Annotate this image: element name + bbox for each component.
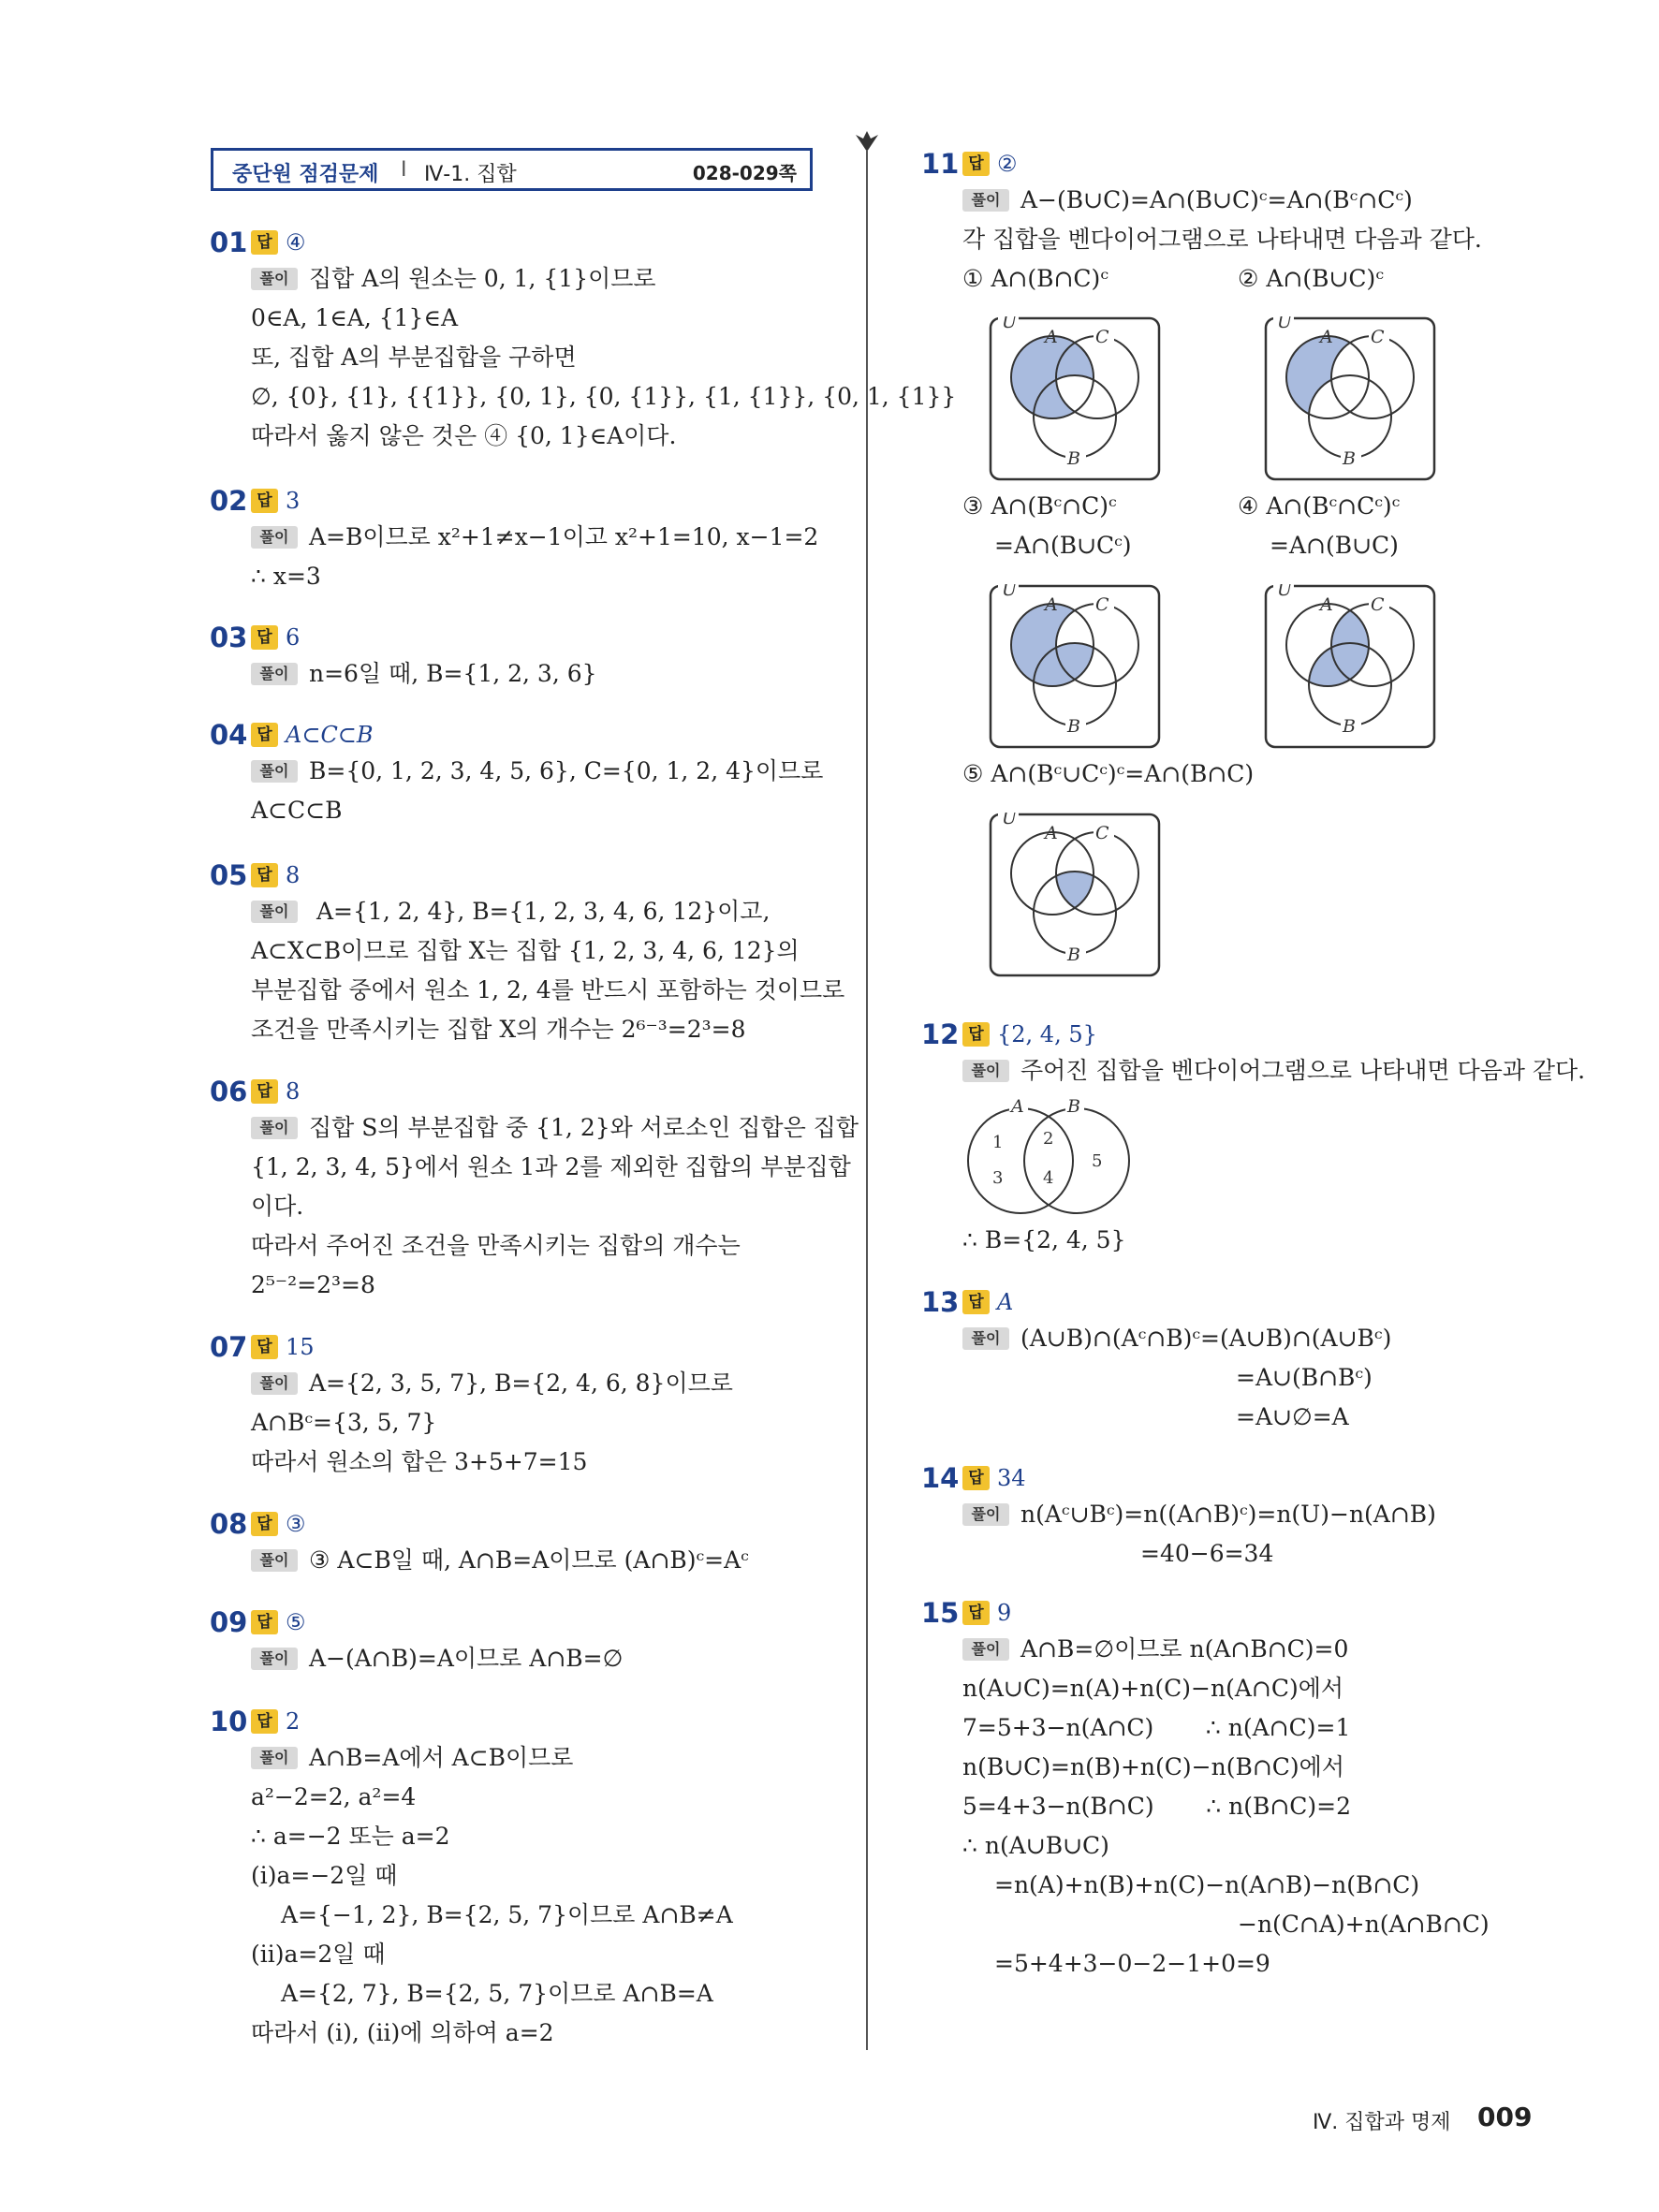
problem-number: 08: [210, 1508, 248, 1540]
problem-number: 01: [210, 227, 248, 258]
solution-line: =A∪(B∩Bᶜ): [1236, 1364, 1373, 1391]
answer-badge: 답: [251, 723, 278, 747]
answer-badge: 답: [251, 1512, 278, 1536]
answer-badge: 답: [251, 1709, 278, 1734]
solution-badge: 풀이: [962, 189, 1009, 212]
problem-number: 10: [210, 1706, 248, 1737]
solution-line: {1, 2, 3, 4, 5}에서 원소 1과 2를 제외한 집합의 부분집합: [251, 1153, 851, 1180]
problem-number: 04: [210, 719, 248, 751]
svg-text:C: C: [1095, 594, 1109, 615]
solution-line: a²−2=2, a²=4: [251, 1783, 417, 1810]
solution-line: ③ A⊂B일 때, A∩B=A이므로 (A∩B)ᶜ=Aᶜ: [309, 1546, 749, 1574]
problem-number: 05: [210, 859, 248, 891]
venn-diagram-option-4: [1264, 584, 1436, 749]
svg-text:5: 5: [1092, 1151, 1103, 1171]
solution-line: ∅, {0}, {1}, {{1}}, {0, 1}, {0, {1}}, {1, {1}}, {0, 1, {1}}: [251, 383, 957, 410]
solution-line: n(A∪C)=n(A)+n(C)−n(A∩C)에서: [962, 1675, 1344, 1702]
footer-chapter: Ⅳ. 집합과 명제: [1313, 2111, 1451, 2134]
problem-number: 15: [921, 1597, 960, 1629]
svg-text:3: 3: [992, 1168, 1004, 1188]
solution-badge: 풀이: [251, 526, 298, 549]
svg-text:2: 2: [1043, 1129, 1054, 1149]
solution-line: 7=5+3−n(A∩C) ∴ n(A∩C)=1: [962, 1714, 1351, 1741]
section-subtitle: Ⅳ-1. 집합: [424, 163, 517, 186]
problem-number: 09: [210, 1606, 248, 1638]
answer-badge: 답: [251, 1079, 278, 1104]
svg-text:A: A: [1320, 594, 1333, 615]
svg-text:A: A: [1320, 327, 1333, 347]
solution-line: (A∪B)∩(Aᶜ∩B)ᶜ=(A∪B)∩(A∪Bᶜ): [1020, 1325, 1392, 1352]
svg-text:B: B: [1067, 945, 1080, 965]
svg-text:U: U: [1277, 584, 1293, 600]
solution-line: A={2, 3, 5, 7}, B={2, 4, 6, 8}이므로: [309, 1370, 733, 1397]
solution-line: A⊂C⊂B: [251, 797, 343, 824]
solution-line: 집합 S의 부분집합 중 {1, 2}와 서로소인 집합은 집합: [309, 1114, 859, 1141]
answer-badge: 답: [962, 1022, 990, 1047]
solution-badge: 풀이: [962, 1503, 1009, 1526]
problem-number: 14: [921, 1462, 960, 1494]
answer-badge: 답: [962, 1601, 990, 1625]
solution-badge: 풀이: [962, 1327, 1009, 1350]
svg-text:U: U: [1277, 316, 1293, 332]
answer-badge: 답: [251, 863, 278, 887]
answer-badge: 답: [251, 230, 278, 255]
svg-text:4: 4: [1043, 1168, 1054, 1188]
solution-badge: 풀이: [251, 663, 298, 685]
solution-badge: 풀이: [962, 1060, 1009, 1082]
answer-badge: 답: [251, 625, 278, 650]
solution-line: (ⅰ)a=−2일 때: [251, 1862, 398, 1889]
answer-badge: 답: [962, 1466, 990, 1490]
answer-badge: 답: [251, 1610, 278, 1634]
problem-number: 13: [921, 1286, 960, 1318]
venn-diagram-option-5: [989, 813, 1161, 977]
problem-number: 12: [921, 1018, 960, 1050]
solution-line: n=6일 때, B={1, 2, 3, 6}: [309, 660, 597, 687]
solution-line: A⊂X⊂B이므로 집합 X는 집합 {1, 2, 3, 4, 6, 12}의: [251, 937, 800, 964]
solution-line: 따라서 (ⅰ), (ⅱ)에 의하여 a=2: [251, 2019, 554, 2046]
svg-text:U: U: [1002, 584, 1018, 600]
problem-number: 11: [921, 148, 960, 180]
solution-line: 조건을 만족시키는 집합 X의 개수는 2⁶⁻³=2³=8: [251, 1016, 746, 1043]
answer-value: ⑤: [286, 1609, 306, 1635]
problem-number: 03: [210, 622, 248, 653]
solution-line: A={2, 7}, B={2, 5, 7}이므로 A∩B=A: [281, 1980, 713, 2007]
solution-line: n(Aᶜ∪Bᶜ)=n((A∩B)ᶜ)=n(U)−n(A∩B): [1020, 1501, 1436, 1528]
svg-text:A: A: [1045, 327, 1058, 347]
problem-number: 06: [210, 1076, 248, 1107]
solution-line: A={−1, 2}, B={2, 5, 7}이므로 A∩B≠A: [281, 1901, 733, 1928]
svg-text:U: U: [1002, 316, 1018, 332]
solution-line: B={0, 1, 2, 3, 4, 5, 6}, C={0, 1, 2, 4}이므로: [309, 757, 824, 784]
answer-value: 8: [286, 1078, 301, 1105]
svg-text:B: B: [1067, 716, 1080, 737]
column-divider: [866, 150, 868, 2050]
solution-line: ∴ n(A∪B∪C): [962, 1832, 1109, 1859]
answer-badge: 답: [962, 152, 990, 176]
solution-line: A−(A∩B)=A이므로 A∩B=∅: [309, 1645, 624, 1672]
option-label: ② A∩(B∪C)ᶜ: [1238, 265, 1384, 292]
solution-line: ∴ x=3: [251, 563, 321, 590]
answer-value: {2, 4, 5}: [997, 1021, 1097, 1047]
solution-line: 이다.: [251, 1193, 304, 1220]
svg-text:C: C: [1371, 594, 1385, 615]
solution-line: =A∪∅=A: [1236, 1403, 1349, 1430]
page-number: 009: [1477, 2102, 1533, 2132]
solution-badge: 풀이: [251, 760, 298, 783]
solution-badge: 풀이: [962, 1638, 1009, 1661]
svg-text:B: B: [1343, 716, 1356, 737]
solution-line: ∴ a=−2 또는 a=2: [251, 1823, 450, 1850]
solution-badge: 풀이: [251, 1747, 298, 1769]
answer-value: A⊂C⊂B: [286, 722, 374, 748]
section-header: [211, 148, 813, 191]
answer-value: 6: [286, 624, 301, 651]
solution-line: A∩B=∅이므로 n(A∩B∩C)=0: [1020, 1635, 1349, 1663]
solution-line: 각 집합을 벤다이어그램으로 나타내면 다음과 같다.: [962, 226, 1482, 253]
solution-badge: 풀이: [251, 1648, 298, 1670]
svg-text:A: A: [1011, 1096, 1024, 1117]
solution-badge: 풀이: [251, 268, 298, 290]
solution-line: n(B∪C)=n(B)+n(C)−n(B∩C)에서: [962, 1753, 1344, 1780]
solution-line: =40−6=34: [1140, 1540, 1274, 1567]
solution-line: 집합 A의 원소는 0, 1, {1}이므로: [309, 265, 656, 292]
solution-line: 또, 집합 A의 부분집합을 구하면: [251, 344, 577, 371]
problem-number: 07: [210, 1331, 248, 1363]
solution-line: A−(B∪C)=A∩(B∪C)ᶜ=A∩(Bᶜ∩Cᶜ): [1020, 186, 1413, 213]
svg-text:A: A: [1045, 594, 1058, 615]
option-label: =A∩(B∪C): [1270, 532, 1399, 559]
solution-line: 0∈A, 1∈A, {1}∈A: [251, 304, 458, 331]
solution-line: 부분집합 중에서 원소 1, 2, 4를 반드시 포함하는 것이므로: [251, 976, 845, 1003]
svg-text:B: B: [1067, 448, 1080, 469]
option-label: =A∩(B∪Cᶜ): [994, 532, 1132, 559]
answer-value: ③: [286, 1511, 306, 1537]
solution-line: =n(A)+n(B)+n(C)−n(A∩B)−n(B∩C): [994, 1871, 1420, 1898]
answer-value: ④: [286, 229, 306, 256]
option-label: ④ A∩(Bᶜ∩Cᶜ)ᶜ: [1238, 492, 1401, 520]
solution-line: −n(C∩A)+n(A∩B∩C): [1238, 1911, 1490, 1938]
solution-line: 따라서 원소의 합은 3+5+7=15: [251, 1448, 588, 1475]
answer-badge: 답: [251, 489, 278, 513]
solution-line: 따라서 옳지 않은 것은 ④ {0, 1}∈A이다.: [251, 422, 677, 449]
venn-diagram-option-1: [989, 316, 1161, 481]
section-title: 중단원 점검문제: [232, 163, 379, 186]
solution-badge: 풀이: [251, 1549, 298, 1572]
svg-text:A: A: [1045, 823, 1058, 843]
svg-text:C: C: [1095, 823, 1109, 843]
option-label: ① A∩(B∩C)ᶜ: [962, 265, 1108, 292]
option-label: ③ A∩(Bᶜ∩C)ᶜ: [962, 492, 1117, 520]
svg-text:C: C: [1371, 327, 1385, 347]
solution-line: ∴ B={2, 4, 5}: [962, 1226, 1126, 1253]
solution-line: 2⁵⁻²=2³=8: [251, 1271, 375, 1298]
venn-diagram-two-sets: [961, 1095, 1138, 1223]
venn-diagram-option-2: [1264, 316, 1436, 481]
answer-value: A: [997, 1289, 1014, 1315]
solution-badge: 풀이: [251, 1117, 298, 1139]
answer-badge: 답: [962, 1290, 990, 1314]
svg-text:1: 1: [992, 1133, 1004, 1152]
answer-value: 9: [997, 1600, 1012, 1626]
section-separator: I: [401, 158, 407, 182]
solution-line: A=B이므로 x²+1≠x−1이고 x²+1=10, x−1=2: [309, 523, 819, 550]
answer-value: 15: [286, 1334, 315, 1360]
answer-value: 2: [286, 1708, 301, 1735]
venn-diagram-option-3: [989, 584, 1161, 749]
solution-badge: 풀이: [251, 1372, 298, 1395]
solution-line: A={1, 2, 4}, B={1, 2, 3, 4, 6, 12}이고,: [316, 898, 771, 925]
svg-text:B: B: [1067, 1096, 1080, 1117]
solution-badge: 풀이: [251, 901, 298, 923]
answer-value: 8: [286, 862, 301, 888]
answer-value: 3: [286, 488, 301, 514]
solution-line: 주어진 집합을 벤다이어그램으로 나타내면 다음과 같다.: [1020, 1057, 1586, 1084]
solution-line: (ⅱ)a=2일 때: [251, 1941, 386, 1968]
solution-line: 5=4+3−n(B∩C) ∴ n(B∩C)=2: [962, 1793, 1352, 1820]
svg-text:B: B: [1343, 448, 1356, 469]
solution-line: A∩Bᶜ={3, 5, 7}: [251, 1409, 437, 1436]
answer-value: 34: [997, 1465, 1026, 1491]
section-pages: 028-029쪽: [692, 162, 797, 184]
option-label: ⑤ A∩(Bᶜ∪Cᶜ)ᶜ=A∩(B∩C): [962, 760, 1255, 787]
solution-line: 따라서 주어진 조건을 만족시키는 집합의 개수는: [251, 1232, 741, 1259]
solution-line: =5+4+3−0−2−1+0=9: [994, 1950, 1270, 1977]
problem-number: 02: [210, 485, 248, 517]
svg-text:C: C: [1095, 327, 1109, 347]
answer-badge: 답: [251, 1335, 278, 1359]
solution-line: A∩B=A에서 A⊂B이므로: [309, 1744, 574, 1771]
svg-text:U: U: [1002, 813, 1018, 828]
answer-value: ②: [997, 151, 1018, 177]
